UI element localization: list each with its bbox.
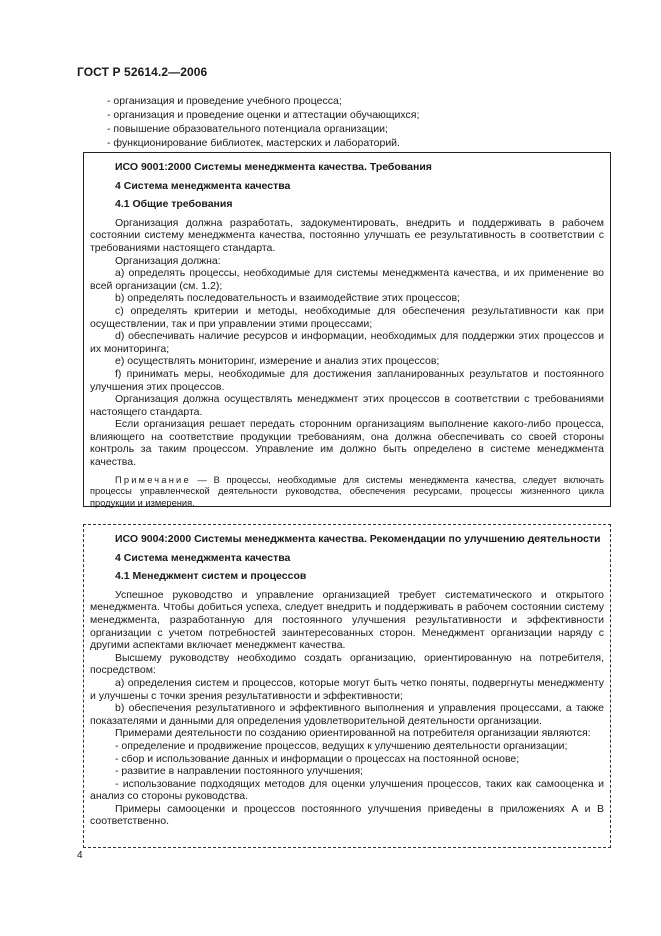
paragraph: Если организация решает передать сторонним организациям выполнение какого-либо процесса, влияющего на соответствие продукции требованиям, она должна обеспечивать со своей стороны контроль за таким процессом. Управление им должно быть определено в системе менеджмента качества. <box>90 418 604 469</box>
paragraph: Успешное руководство и управление организацией требует систематического и открытого менеджмента. Чтобы добиться успеха, следует внедрить и поддерживать в рабочем состоянии систему менеджмента, разработанную для постоянного улучшения результативности и эффективности организации с учетом потребностей заинтересованных сторон. Менеджмент организации наряду с другими аспектами включает менеджмент качества. <box>90 588 604 652</box>
section-heading: 4 Система менеджмента качества <box>115 179 291 192</box>
document-header: ГОСТ Р 52614.2—2006 <box>77 65 208 79</box>
note <box>90 475 604 510</box>
paragraph: Примеры самооценки и процессов постоянного улучшения приведены в приложениях А и В соответственно. <box>90 802 604 828</box>
paragraph: - использование подходящих методов для оценки улучшения процессов, таких как самооценка и анализ со стороны руководства. <box>90 777 604 803</box>
subsection-heading: 4.1 Менеджмент систем и процессов <box>115 570 307 583</box>
iso-9004-excerpt-box <box>83 524 611 848</box>
paragraph: Высшему руководству необходимо создать организацию, ориентированную на потребителя, посредством: <box>90 651 604 677</box>
list-item: - повышение образовательного потенциала организации; <box>107 123 388 135</box>
paragraph: Организация должна: <box>115 254 221 267</box>
section-heading: 4 Система менеджмента качества <box>115 551 291 564</box>
list-item: - организация и проведение учебного процесса; <box>107 95 342 107</box>
paragraph: e) осуществлять мониторинг, измерение и анализ этих процессов; <box>115 355 440 368</box>
intro-list <box>107 94 607 150</box>
iso-9001-excerpt-box <box>83 152 611 507</box>
note-label: Примечание <box>115 474 191 485</box>
note-text: — В процессы, необходимые для системы менеджмента качества, следует включать процессы управленческой деятельности руководства, обеспечения ресурсами, процессы жизненного цикла продукции и измерения. <box>90 474 604 508</box>
paragraph: b) обеспечения результативного и эффективного выполнения и управления процессами, а также показателями и данными для определения удовлетворительной деятельности организации. <box>90 702 604 727</box>
paragraph: c) определять критерии и методы, необходимые для обеспечения результативности как при осуществлении, так и при управлении этими процессами; <box>90 304 604 330</box>
paragraph: a) определять процессы, необходимые для системы менеджмента качества, и их применение во всей организации (см. 1.2); <box>90 267 604 292</box>
paragraph: a) определения систем и процессов, которые могут быть четко поняты, подвергнуты менеджменту и улучшены с точки зрения результативности и эффективности; <box>90 676 604 702</box>
excerpt-title: ИСО 9004:2000 Системы менеджмента качества. Рекомендации по улучшению деятельности <box>115 533 601 545</box>
paragraph: - развитие в направлении постоянного улучшения; <box>115 765 364 778</box>
page-number: 4 <box>77 850 83 861</box>
excerpt-title: ИСО 9001:2000 Системы менеджмента качества. Требования <box>115 161 432 173</box>
paragraph: Примерами деятельности по созданию ориентированной на потребителя организации являются: <box>115 727 591 740</box>
paragraph: Организация должна разработать, задокументировать, внедрить и поддерживать в рабочем состоянии систему менеджмента качества, постоянно улучшать ее результативность в соответствии с требованиями настоящего стандарта. <box>90 216 604 254</box>
subsection-heading: 4.1 Общие требования <box>115 198 233 211</box>
paragraph: - определение и продвижение процессов, ведущих к улучшению деятельности организации; <box>115 739 568 752</box>
list-item: - функционирование библиотек, мастерских и лабораторий. <box>107 137 400 149</box>
paragraph: d) обеспечивать наличие ресурсов и информации, необходимых для поддержки этих процессов и их мониторинга; <box>90 330 604 355</box>
paragraph: f) принимать меры, необходимые для достижения запланированных результатов и постоянного улучшения этих процессов. <box>90 367 604 393</box>
paragraph: - сбор и использование данных и информации о процессах на постоянной основе; <box>115 752 520 765</box>
paragraph: b) определять последовательность и взаимодействие этих процессов; <box>115 292 460 305</box>
list-item: - организация и проведение оценки и аттестации обучающихся; <box>107 109 420 121</box>
paragraph: Организация должна осуществлять менеджмент этих процессов в соответствии с требованиями настоящего стандарта. <box>90 393 604 418</box>
